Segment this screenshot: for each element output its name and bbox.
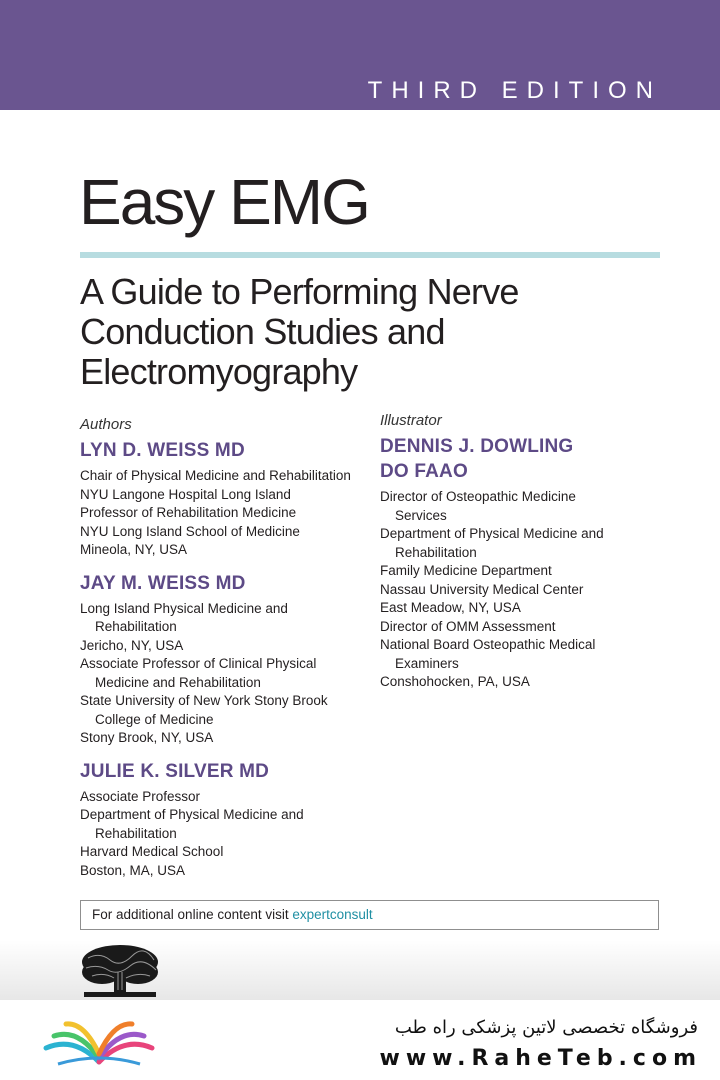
affiliation-line: State University of New York Stony Brook xyxy=(80,693,328,708)
affiliation-line: Department of Physical Medicine and xyxy=(80,807,304,822)
affiliation-line: Conshohocken, PA, USA xyxy=(380,674,530,689)
affiliation-line: College of Medicine xyxy=(95,711,214,727)
shop-name: فروشگاه تخصصی لاتین پزشکی راه طب xyxy=(394,1017,698,1038)
affiliation-line: Jericho, NY, USA xyxy=(80,637,184,653)
author-block xyxy=(80,571,370,748)
affiliation-line: Associate Professor xyxy=(80,788,201,804)
affiliation-line: Nassau University Medical Center xyxy=(380,581,584,597)
subtitle-line: Electromyography xyxy=(80,351,358,392)
illustrator-column xyxy=(380,412,670,692)
authors-role-label: Authors xyxy=(80,416,132,433)
illustrator-name-line: DENNIS J. DOWLING xyxy=(380,436,574,457)
illustrator-name xyxy=(380,434,670,484)
affiliation-line: Rehabilitation xyxy=(395,544,477,560)
affiliation-line: Rehabilitation xyxy=(95,825,177,841)
author-affiliation xyxy=(80,600,370,748)
affiliation-line: NYU Long Island School of Medicine xyxy=(80,523,300,539)
book-subtitle xyxy=(80,272,680,392)
affiliation-line: Director of OMM Assessment xyxy=(380,618,556,634)
affiliation-line: Rehabilitation xyxy=(95,619,177,634)
open-book-logo-icon xyxy=(38,1014,160,1070)
subtitle-line: Conduction Studies and xyxy=(80,311,445,352)
title-divider xyxy=(80,252,660,258)
online-content-text: For additional online content visit xyxy=(92,907,293,922)
authors-column xyxy=(80,416,370,880)
author-affiliation xyxy=(80,467,370,560)
header-band xyxy=(0,0,720,110)
publisher-tree-logo-icon xyxy=(80,944,160,1000)
affiliation-line: Family Medicine Department xyxy=(380,563,552,578)
affiliation-line: Mineola, NY, USA xyxy=(80,542,188,557)
author-block xyxy=(80,438,370,560)
affiliation-line: Boston, MA, USA xyxy=(80,862,186,878)
footer-watermark xyxy=(0,1000,720,1080)
subtitle-line: A Guide to Performing Nerve xyxy=(80,271,519,312)
edition-label: THIRD EDITION xyxy=(367,77,662,104)
affiliation-line: Harvard Medical School xyxy=(80,844,224,859)
affiliation-line: Professor of Rehabilitation Medicine xyxy=(80,505,297,520)
affiliation-line: NYU Langone Hospital Long Island xyxy=(80,486,291,502)
affiliation-line: Chair of Physical Medicine and Rehabilitation xyxy=(80,468,351,483)
affiliation-line: Department of Physical Medicine and xyxy=(380,526,604,541)
expertconsult-link[interactable]: expertconsult xyxy=(292,907,373,922)
author-name: LYN D. WEISS MD xyxy=(80,440,245,461)
affiliation-line: Associate Professor of Clinical Physical xyxy=(80,656,317,671)
illustrator-affiliation xyxy=(380,488,670,692)
affiliation-line: Stony Brook, NY, USA xyxy=(80,730,214,745)
affiliation-line: Director of Osteopathic Medicine xyxy=(380,489,576,504)
author-name: JAY M. WEISS MD xyxy=(80,572,246,594)
affiliation-line: Medicine and Rehabilitation xyxy=(95,674,261,690)
author-affiliation xyxy=(80,788,370,881)
illustrator-name-line: DO FAAO xyxy=(380,461,468,482)
shop-url[interactable]: www.RaheTeb.com xyxy=(379,1046,702,1071)
affiliation-line: Services xyxy=(395,507,447,523)
online-content-notice xyxy=(80,900,659,930)
author-block xyxy=(80,759,370,881)
illustrator-role-label: Illustrator xyxy=(380,412,442,429)
affiliation-line: Long Island Physical Medicine and xyxy=(80,600,288,616)
affiliation-line: East Meadow, NY, USA xyxy=(380,600,521,615)
book-title: Easy EMG xyxy=(79,166,369,238)
affiliation-line: Examiners xyxy=(395,655,459,671)
author-name: JULIE K. SILVER MD xyxy=(80,760,270,782)
affiliation-line: National Board Osteopathic Medical xyxy=(380,637,596,652)
